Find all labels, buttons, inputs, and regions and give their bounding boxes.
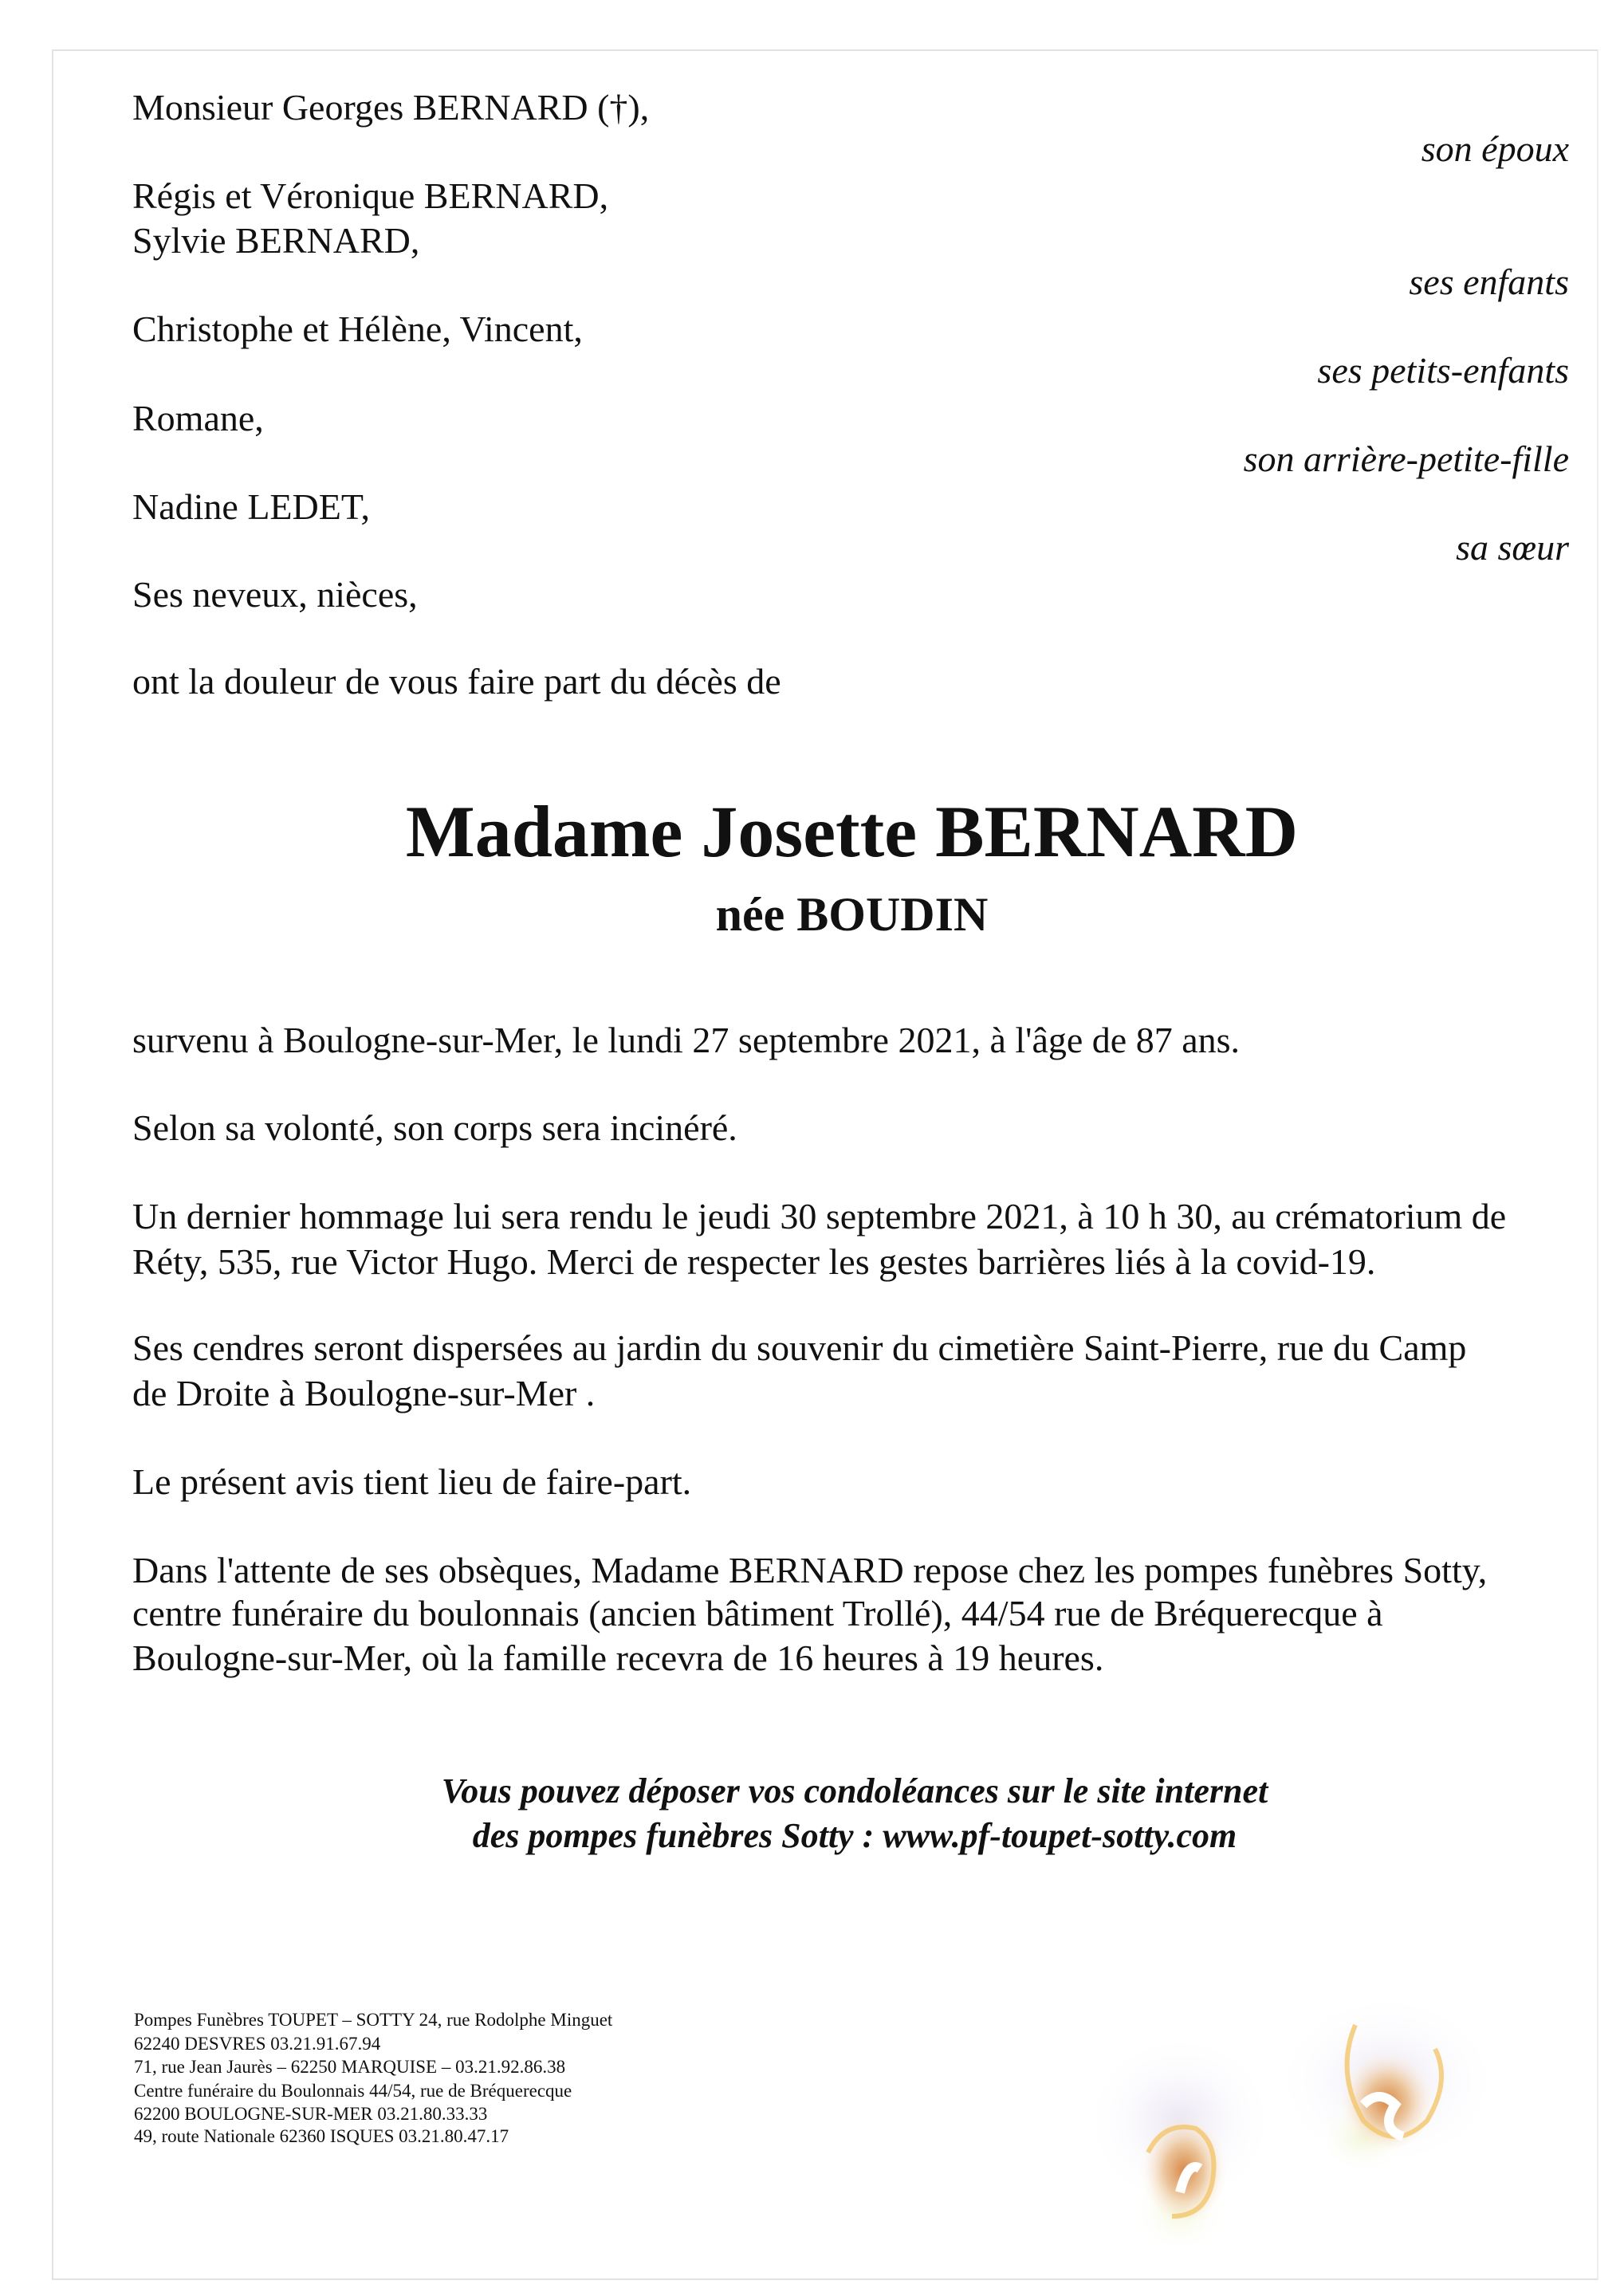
- family-name: Christophe et Hélène, Vincent,: [132, 309, 583, 349]
- family-name: Romane,: [132, 398, 264, 438]
- deceased-name: Madame Josette BERNARD: [405, 791, 1299, 872]
- footer-line: Centre funéraire du Boulonnais 44/54, rue de Bréquerecque: [134, 2081, 572, 2101]
- body-line: Le présent avis tient lieu de faire-part.: [132, 1461, 692, 1502]
- condolences-line: Vous pouvez déposer vos condoléances sur le site internet: [441, 1771, 1268, 1810]
- body-line: Selon sa volonté, son corps sera incinéré.: [132, 1107, 737, 1148]
- body-line: Ses cendres seront dispersées au jardin du souvenir du cimetière Saint-Pierre, rue du Camp: [132, 1327, 1467, 1368]
- footer-line: 71, rue Jean Jaurès – 62250 MARQUISE – 03.21.92.86.38: [134, 2057, 566, 2077]
- family-relation: sa sœur: [1456, 527, 1569, 568]
- footer-line: 62240 DESVRES 03.21.91.67.94: [134, 2034, 381, 2054]
- body-line: centre funéraire du boulonnais (ancien bâtiment Trollé), 44/54 rue de Bréquerecque à: [132, 1593, 1383, 1634]
- body-line: Réty, 535, rue Victor Hugo. Merci de respecter les gestes barrières liés à la covid-19.: [132, 1241, 1376, 1282]
- footer-line: 62200 BOULOGNE-SUR-MER 03.21.80.33.33: [134, 2104, 488, 2124]
- footer-line: Pompes Funèbres TOUPET – SOTTY 24, rue Rodolphe Minguet: [134, 2010, 613, 2030]
- birth-name: née BOUDIN: [715, 888, 989, 941]
- body-line: survenu à Boulogne-sur-Mer, le lundi 27 septembre 2021, à l'âge de 87 ans.: [132, 1020, 1241, 1060]
- footer-line: 49, route Nationale 62360 ISQUES 03.21.80.47.17: [134, 2126, 509, 2146]
- body-line: Dans l'attente de ses obsèques, Madame BERNARD repose chez les pompes funèbres Sotty,: [132, 1550, 1488, 1590]
- family-name: Nadine LEDET,: [132, 486, 371, 527]
- family-relation: ses enfants: [1409, 261, 1569, 302]
- orchid-flowers-icon: [1060, 1977, 1602, 2264]
- body-line: Un dernier hommage lui sera rendu le jeudi 30 septembre 2021, à 10 h 30, au crématorium de: [132, 1196, 1507, 1236]
- family-relation: son époux: [1421, 128, 1569, 169]
- body-line: Boulogne-sur-Mer, où la famille recevra de 16 heures à 19 heures.: [132, 1637, 1104, 1678]
- family-relation: ses petits-enfants: [1317, 350, 1569, 391]
- body-line: de Droite à Boulogne-sur-Mer .: [132, 1373, 596, 1413]
- family-name: Monsieur Georges BERNARD (†),: [132, 87, 650, 128]
- family-name: Sylvie BERNARD,: [132, 220, 420, 261]
- family-name: Ses neveux, nièces,: [132, 574, 418, 615]
- family-name: Régis et Véronique BERNARD,: [132, 175, 609, 216]
- condolences-line: des pompes funèbres Sotty : www.pf-toupet-sotty.com: [472, 1816, 1237, 1855]
- intro-text: ont la douleur de vous faire part du décès de: [132, 661, 781, 702]
- family-relation: son arrière-petite-fille: [1243, 438, 1569, 479]
